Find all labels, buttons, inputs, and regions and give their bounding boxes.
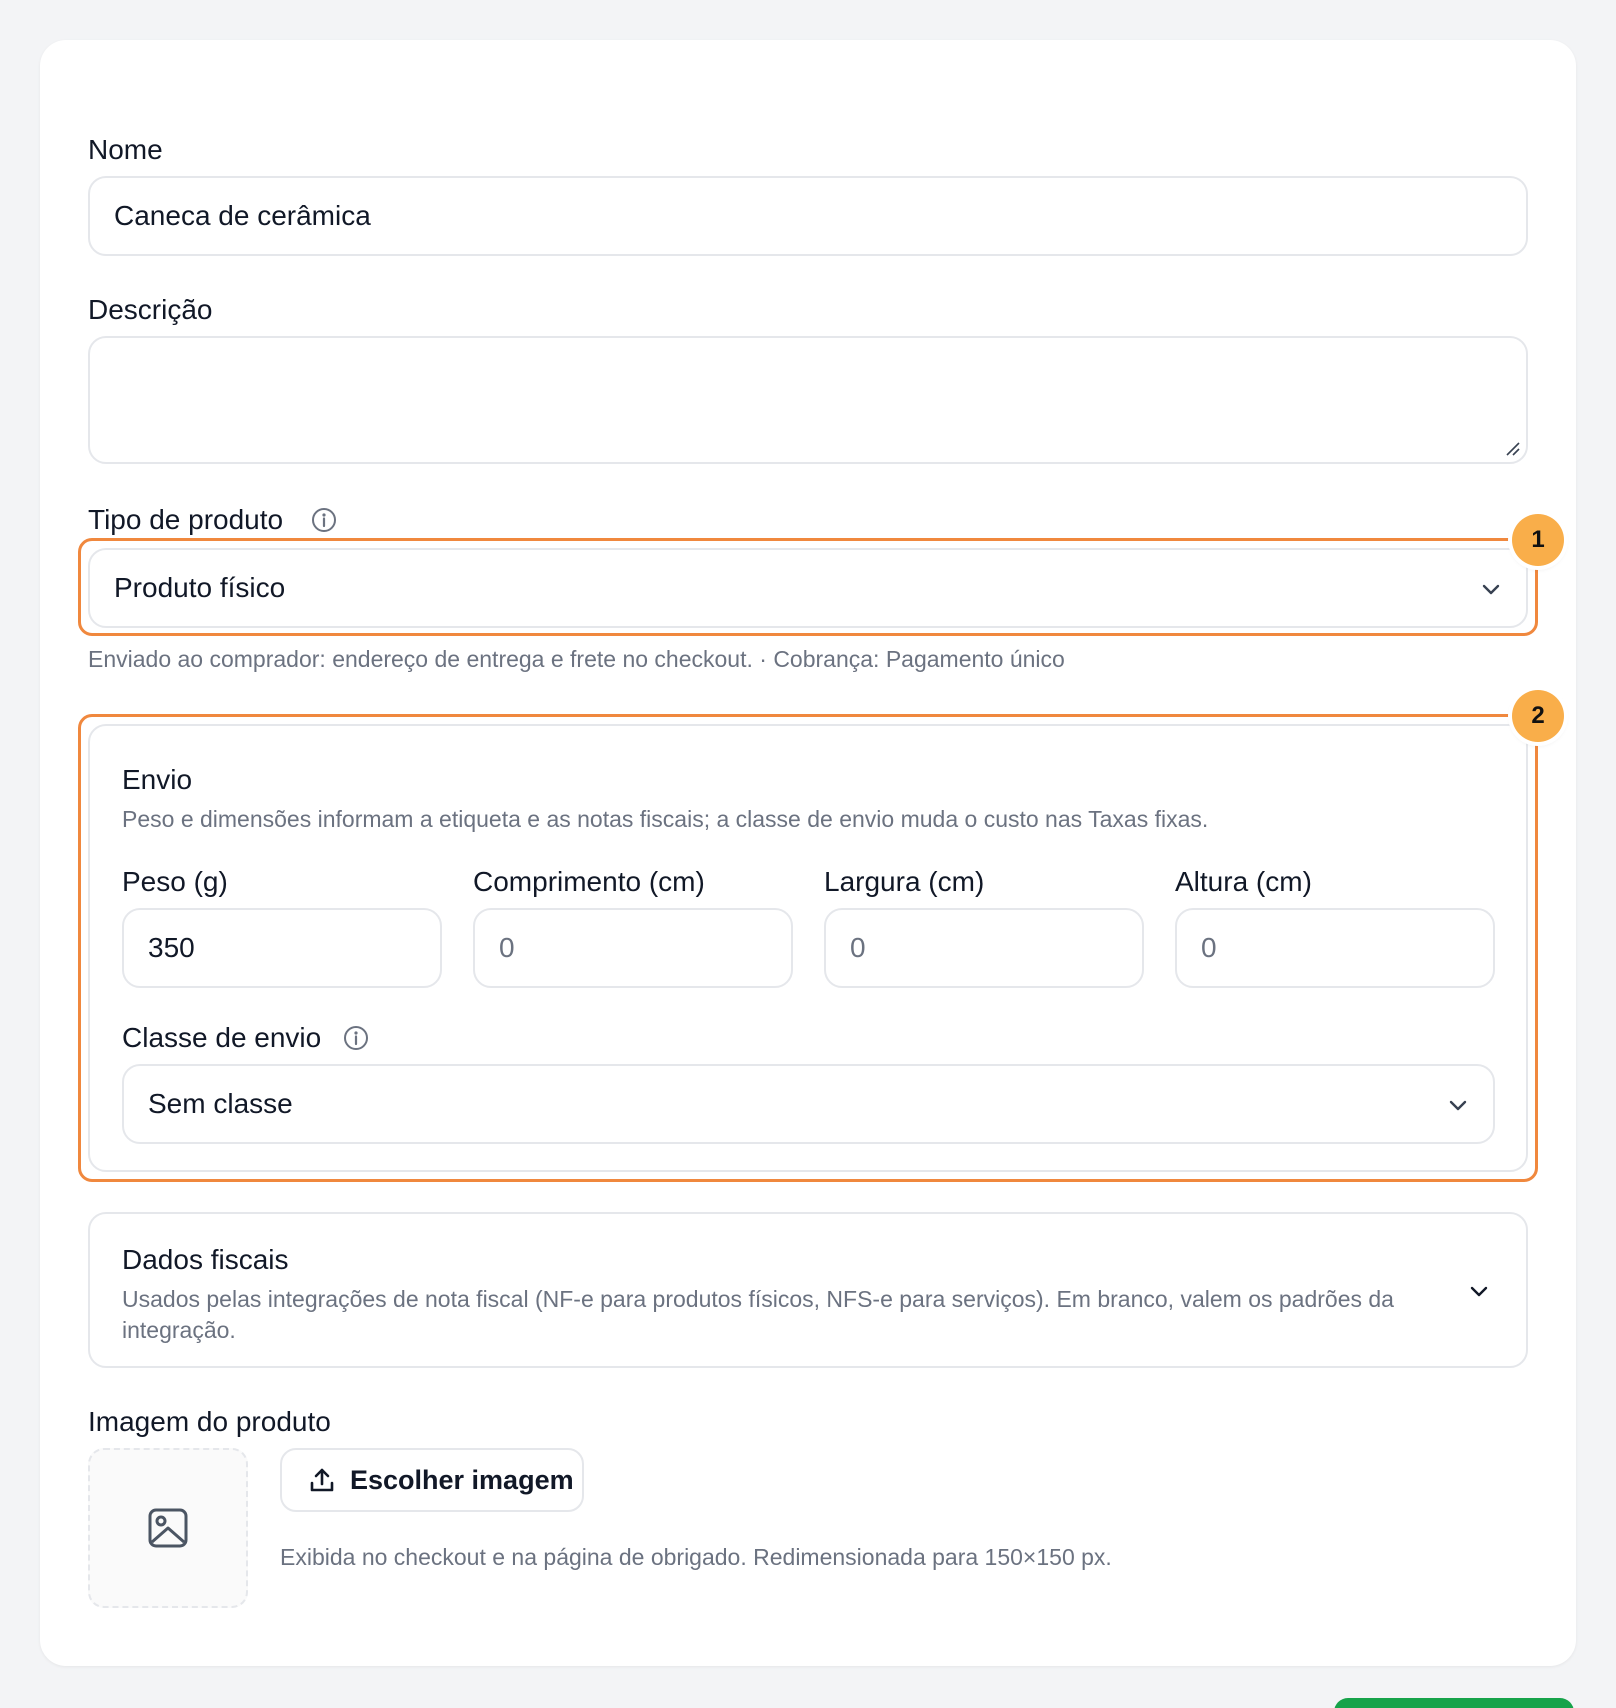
shipping-class-selected: Sem classe	[148, 1088, 293, 1119]
upload-icon	[308, 1466, 336, 1494]
name-label: Nome	[88, 134, 163, 165]
image-preview	[88, 1448, 248, 1608]
width-placeholder: 0	[850, 932, 866, 963]
choose-image-label: Escolher imagem	[350, 1464, 574, 1495]
product-type-select[interactable]	[88, 548, 1528, 628]
weight-label: Peso (g)	[122, 866, 228, 897]
image-icon	[146, 1506, 190, 1550]
image-label: Imagem do produto	[88, 1406, 331, 1437]
description-label: Descrição	[88, 294, 213, 325]
chevron-down-icon[interactable]	[1468, 1280, 1490, 1302]
shipping-class-select[interactable]	[122, 1064, 1495, 1144]
shipping-title: Envio	[122, 764, 193, 795]
height-label: Altura (cm)	[1175, 866, 1312, 897]
fiscal-subtitle: Usados pelas integrações de nota fiscal (NF-e para produtos físicos, NFS-e para serviços). Em branco, valem os padrões da integração.	[122, 1286, 1394, 1344]
weight-value: 350	[148, 932, 195, 963]
highlight-badge-2: 2	[1512, 690, 1564, 742]
choose-image-button[interactable]	[280, 1448, 584, 1512]
info-icon[interactable]	[342, 1024, 370, 1052]
resize-handle-icon[interactable]	[1504, 440, 1520, 456]
shipping-panel	[88, 724, 1528, 1172]
image-hint: Exibida no checkout e na página de obrigado. Redimensionada para 150×150 px.	[280, 1544, 1112, 1570]
description-textarea[interactable]	[88, 336, 1528, 464]
product-type-selected: Produto físico	[114, 572, 286, 603]
product-form-card	[40, 40, 1576, 1666]
height-input[interactable]	[1175, 908, 1495, 988]
length-label: Comprimento (cm)	[473, 866, 705, 897]
highlight-badge-1: 1	[1512, 514, 1564, 566]
chevron-down-icon	[1447, 1094, 1469, 1116]
weight-input[interactable]	[122, 908, 442, 988]
product-type-hint: Enviado ao comprador: endereço de entrega e frete no checkout. · Cobrança: Pagamento único	[88, 646, 1065, 672]
product-type-label: Tipo de produto	[88, 504, 284, 535]
shipping-class-label: Classe de envio	[122, 1022, 322, 1053]
name-input[interactable]	[88, 176, 1528, 256]
length-input[interactable]	[473, 908, 793, 988]
width-label: Largura (cm)	[824, 866, 985, 897]
width-input[interactable]	[824, 908, 1144, 988]
primary-action-button[interactable]	[1334, 1698, 1574, 1708]
length-placeholder: 0	[499, 932, 515, 963]
fiscal-panel[interactable]	[88, 1212, 1528, 1368]
name-input-value: Caneca de cerâmica	[114, 200, 371, 231]
shipping-subtitle: Peso e dimensões informam a etiqueta e as notas fiscais; a classe de envio muda o custo nas Taxas fixas.	[122, 806, 1209, 832]
chevron-down-icon	[1480, 578, 1502, 600]
fiscal-title: Dados fiscais	[122, 1244, 289, 1275]
height-placeholder: 0	[1201, 932, 1217, 963]
info-icon[interactable]	[310, 506, 338, 534]
